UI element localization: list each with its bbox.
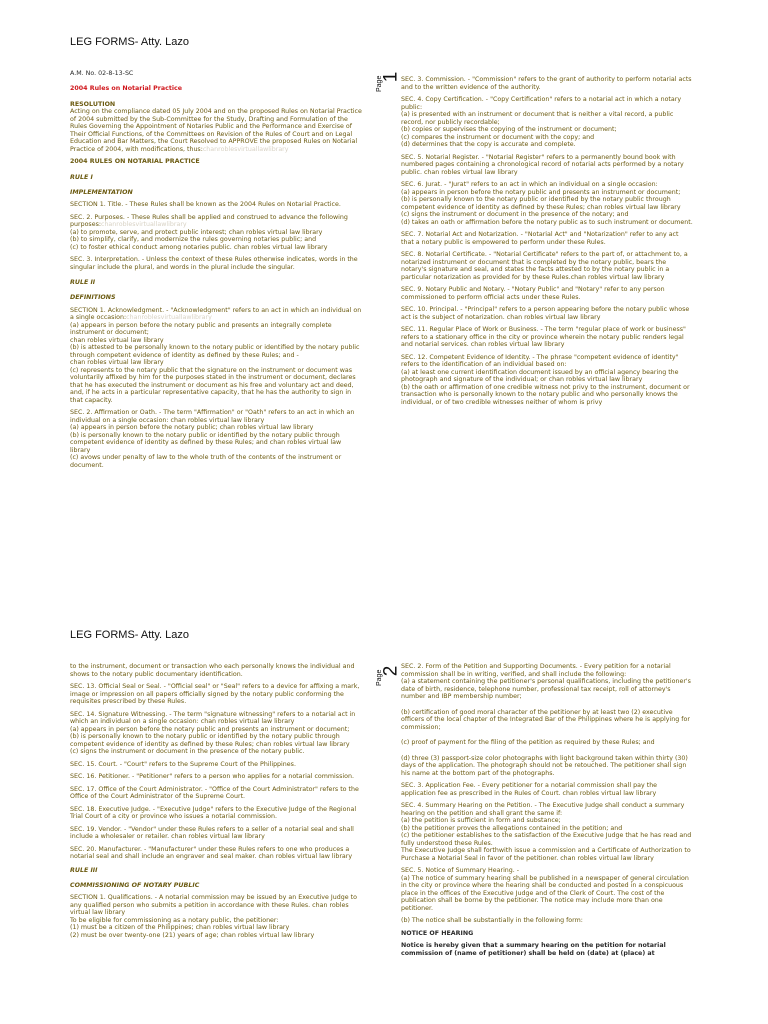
summary-hearing-items: (a) the petition is sufficient in form and substance; (b) the petitioner proves the allegations contained in the petition; and (c) the petitioner establishes to the satisfaction of the Executive Judge that he has read and fully understood these Rules. The Executive Judge shall forthwith issue a commission and a Certificate of Authorization to Purchase a Notarial Seal in favor of the petitioner. chan robles virtual law library (401, 817, 692, 862)
jurat-items: (a) appears in person before the notary public and presents an instrument or document; (b) is personally known to the notary public or identified by the notary public through competent evidence of identity as defined by these Rules; chan robles virtual law library (c) signs the instrument or document in the presence of the notary; and (d) takes an oath or affirmation before the notary public as to such instrument or document. (401, 188, 693, 226)
page1-right-column (401, 76, 693, 411)
notarial-act-section: SEC. 7. Notarial Act and Notarization. - "Notarial Act" and "Notarization" refer to any act that a notary public is empowered to perform under these Rules. (401, 231, 679, 246)
am-number: A.M. No. 02-8-13-SC (70, 70, 134, 77)
watermark-text: chanroblesvirtuallawlibrary (202, 145, 289, 153)
page1-page-number: 1 (380, 71, 402, 83)
notice-of-hearing-heading: NOTICE OF HEARING (401, 929, 474, 937)
signature-witnessing-section: SEC. 14. Signature Witnessing. - The term "signature witnessing" refers to a notarial act in which an individual on a single occasion: chan robles virtual law library (a) appears in person before the notary public and presents an instrument or document; (b) is personally known to the notary public or identified by the notary public through competent evidence of identity as defined by these Rules; chan robles virtual law library (c) signs the instrument or document in the presence of the notary public. (70, 710, 356, 755)
affirmation-section: SEC. 2. Affirmation or Oath. - The term "Affirmation" or "Oath" refers to an act in which an individual on a single occasion: chan robles virtual law library (a) appears in person before the notary public; chan robles virtual law library (b) is personally known to the notary public or identified by the notary public through competent evidence of identity as defined by these Rules; and chan robles virtual law library (c) avows under penalty of law to the whole truth of the contents of the instrument or document. (70, 409, 355, 469)
qualifications-section: SECTION 1. Qualifications. - A notarial commission may be issued by an Executive Judge to any qualified person who submits a petition in accordance with these Rules. chan robles virtual law library To be eligible for commissioning as a notary public, the petitioner: (70, 894, 357, 924)
section-interpretation: SEC. 3. Interpretation. - Unless the context of these Rules otherwise indicates, words in the singular include the plural, and words in the plural include the singular. (70, 256, 358, 271)
page2-page-word: Page (376, 669, 383, 686)
page1-left-column (70, 70, 362, 474)
acknowledgment-intro: SECTION 1. Acknowledgment. - "Acknowledgment" refers to an act in which an individual on a single occasion: (70, 306, 362, 321)
copy-certification-items: (a) is presented with an instrument or document that is neither a vital record, a public record, nor publicly recordable; (b) copies or supervises the copying of the instrument or document; (c) compares the instrument or document with the copy; and (d) determines that the copy is accurate and complete. (401, 111, 674, 148)
principal-section: SEC. 10. Principal. - "Principal" refers to a person appearing before the notary public whose act is the subject of notarization. chan robles virtual law library (401, 306, 690, 321)
resolution-text: Acting on the compliance dated 05 July 2004 and on the proposed Rules on Notarial Practice of 2004 submitted by the Sub-Committee for the Study, Drafting and Formulation of the Rules Governing the Appointment of Notaries Public and the Performance and Exercise of Their Official Functions, of the Committees on Revision of the Rules of Court and on Legal Education and Bar Matters, the Court Resolved to APPROVE the proposed Rules on Notarial Practice of 2004, with modifications, thus: (70, 108, 362, 153)
copy-certification-intro: SEC. 4. Copy Certification. - "Copy Certification" refers to a notarial act in which a notary public: (401, 96, 682, 111)
page2-right-column (401, 663, 693, 962)
page1-page-word: Page (376, 75, 383, 92)
section-title: SECTION 1. Title. - These Rules shall be known as the 2004 Rules on Notarial Practice. (70, 201, 341, 208)
form-petition-intro: SEC. 2. Form of the Petition and Supporting Documents. - Every petition for a notarial commission shall be in writing, verified, and shall include the following: (401, 663, 671, 678)
notice-section: SEC. 5. Notice of Summary Hearing. - (a) The notice of summary hearing shall be published in a newspaper of general circulation in the city or province where the hearing shall be conducted and posted in a conspicuous place in the offices of the Executive Judge and of the Clerk of Court. The cost of the publication shall be borne by the petitioner. The notice may include more than one petitioner. (401, 867, 689, 912)
vendor-section: SEC. 19. Vendor. - "Vendor" under these Rules refers to a seller of a notarial seal and shall include a wholesaler or retailer. chan robles virtual law library (70, 825, 354, 840)
form-item-c: (c) proof of payment for the filing of the petition as required by these Rules; and (401, 739, 655, 746)
form-item-b: (b) certification of good moral character of the petitioner by at least two (2) executive officers of the local chapter of the Integrated Bar of the Philippines where he is applying for commission; (401, 708, 690, 731)
petitioner-section: SEC. 16. Petitioner. - "Petitioner" refers to a person who applies for a notarial commission. (70, 773, 354, 780)
qualifications-items: (1) must be a citizen of the Philippines; chan robles virtual law library (2) must be over twenty-one (21) years of age; chan robles virtual law library (70, 924, 315, 939)
evidence-intro: SEC. 12. Competent Evidence of Identity. - The phrase "competent evidence of identity" refers to the identification of an individual based on: (401, 353, 679, 368)
section-purposes: SEC. 2. Purposes. - These Rules shall be applied and construed to advance the following purposes: (70, 213, 348, 228)
rule3-heading: RULE III (70, 866, 98, 874)
continuation-text: to the instrument, document or transaction who each personally knows the individual and shows to the notary public documentary identification. (70, 663, 355, 678)
rules-caps-heading: 2004 RULES ON NOTARIAL PRACTICE (70, 158, 200, 165)
watermark-text: chanroblesvirtuallawlibrary (100, 221, 187, 228)
commission-section: SEC. 3. Commission. - "Commission" refers to the grant of authority to perform notarial acts and to the written evidence of the authority. (401, 76, 692, 91)
form-item-d: (d) three (3) passport-size color photographs with light background taken within thirty (30) days of the application. The photograph should not be retouched. The petitioner shall sign his name at the bottom part of the photographs. (401, 754, 688, 777)
regular-place-section: SEC. 11. Regular Place of Work or Business. - The term "regular place of work or business" refers to a stationary office in the city or province wherein the notary public renders legal and notarial services. chan robles virtual law library (401, 326, 686, 348)
rule2-name: DEFINITIONS (70, 294, 116, 301)
rule1-heading: RULE I (70, 173, 93, 181)
purposes-list: (a) to promote, serve, and protect public interest; chan robles virtual law library (b) to simplify, clarify, and modernize the rules governing notaries public; and (c) to foster ethical conduct among notaries public. chan robles virtual law library (70, 228, 328, 251)
executive-judge-section: SEC. 18. Executive Judge. - "Executive Judge" refers to the Executive Judge of the Regional Trial Court of a city or province who issues a notarial commission. (70, 805, 357, 820)
official-seal-section: SEC. 13. Official Seal or Seal. - "Official seal" or "Seal" refers to a device for affixing a mark, image or impression on all papers officially signed by the notary public conforming the requisites prescribed by these Rules. (70, 683, 360, 705)
notice-of-hearing-text: Notice is hereby given that a summary hearing on the petition for notarial commission of (name of petitioner) shall be held on (date) at (place) at (401, 942, 666, 957)
oca-section: SEC. 17. Office of the Court Administrator. - "Office of the Court Administrator" refers to the Office of the Court Administrator of the Supreme Court. (70, 785, 359, 800)
jurat-intro: SEC. 6. Jurat. - "Jurat" refers to an act in which an individual on a single occasion: (401, 181, 658, 188)
rule3-name: COMMISSIONING OF NOTARY PUBLIC (70, 881, 200, 889)
acknowledgment-items: (a) appears in person before the notary public and presents an integrally complete instrument or document; chan robles virtual law library (b) is attested to be personally known to the notary public or identified by the notary public through competent evidence of identity as defined by these Rules; and - chan robles virtual law library (c) represents to the notary public that the signature on the instrument or document was voluntarily affixed by him for the purposes stated in the instrument or document, declares that he has executed the instrument or document as his free and voluntary act and deed, and, if he acts in a particular representative capacity, that he has the authority to sign in that capacity. (70, 321, 360, 404)
rule2-heading: RULE II (70, 279, 96, 286)
page2-header: LEG FORMS- Atty. Lazo (70, 629, 189, 641)
application-fee-section: SEC. 3. Application Fee. - Every petitioner for a notarial commission shall pay the application fee as prescribed in the Rules of Court. chan robles virtual law library (401, 782, 658, 797)
evidence-items: (a) at least one current identification document issued by an official agency bearing the photograph and signature of the individual; or chan robles virtual law library (b) the oath or affirmation of one credible witness not privy to the instrument, document or transaction who is personally known to the notary public and who personally knows the individual, or of two credible witnesses neither of whom is privy (401, 368, 690, 406)
page2-left-column (70, 663, 362, 944)
notary-public-section: SEC. 9. Notary Public and Notary. - "Notary Public" and "Notary" refer to any person commissioned to perform official acts under these Rules. (401, 286, 665, 301)
notarial-certificate-section: SEC. 8. Notarial Certificate. - "Notarial Certificate" refers to the part of, or attachment to, a notarized instrument or document that is completed by the notary public, bears the notary's signature and seal, and states the facts attested to by the notary public in a particular notarization as provided for by these Rules.chan robles virtual law library (401, 251, 688, 281)
form-item-a: (a) a statement containing the petitioner's personal qualifications, including the petitioner's date of birth, residence, telephone number, professional tax receipt, roll of attorney's number and IBP membership number; (401, 678, 691, 700)
resolution-heading: RESOLUTION (70, 100, 116, 108)
manufacturer-section: SEC. 20. Manufacturer. - "Manufacturer" under these Rules refers to one who produces a notarial seal and shall include an engraver and seal maker. chan robles virtual law library (70, 845, 353, 860)
watermark-text: chanroblesvirtuallawlibrary (126, 314, 212, 321)
court-section: SEC. 15. Court. - "Court" refers to the Supreme Court of the Philippines. (70, 760, 296, 768)
rule1-name: IMPLEMENTATION (70, 188, 133, 196)
page2-page-number: 2 (380, 665, 402, 677)
summary-hearing-intro: SEC. 4. Summary Hearing on the Petition. - The Executive Judge shall conduct a summary hearing on the petition and shall grant the same if: (401, 802, 685, 817)
page1-header: LEG FORMS- Atty. Lazo (70, 36, 189, 48)
notice-form-line: (b) The notice shall be substantially in the following form: (401, 917, 583, 924)
rules-title: 2004 Rules on Notarial Practice (70, 85, 183, 92)
notarial-register-section: SEC. 5. Notarial Register. - "Notarial Register" refers to a permanently bound book with numbered pages containing a chronological record of notarial acts performed by a notary public. chan robles virtual law library (401, 153, 684, 176)
